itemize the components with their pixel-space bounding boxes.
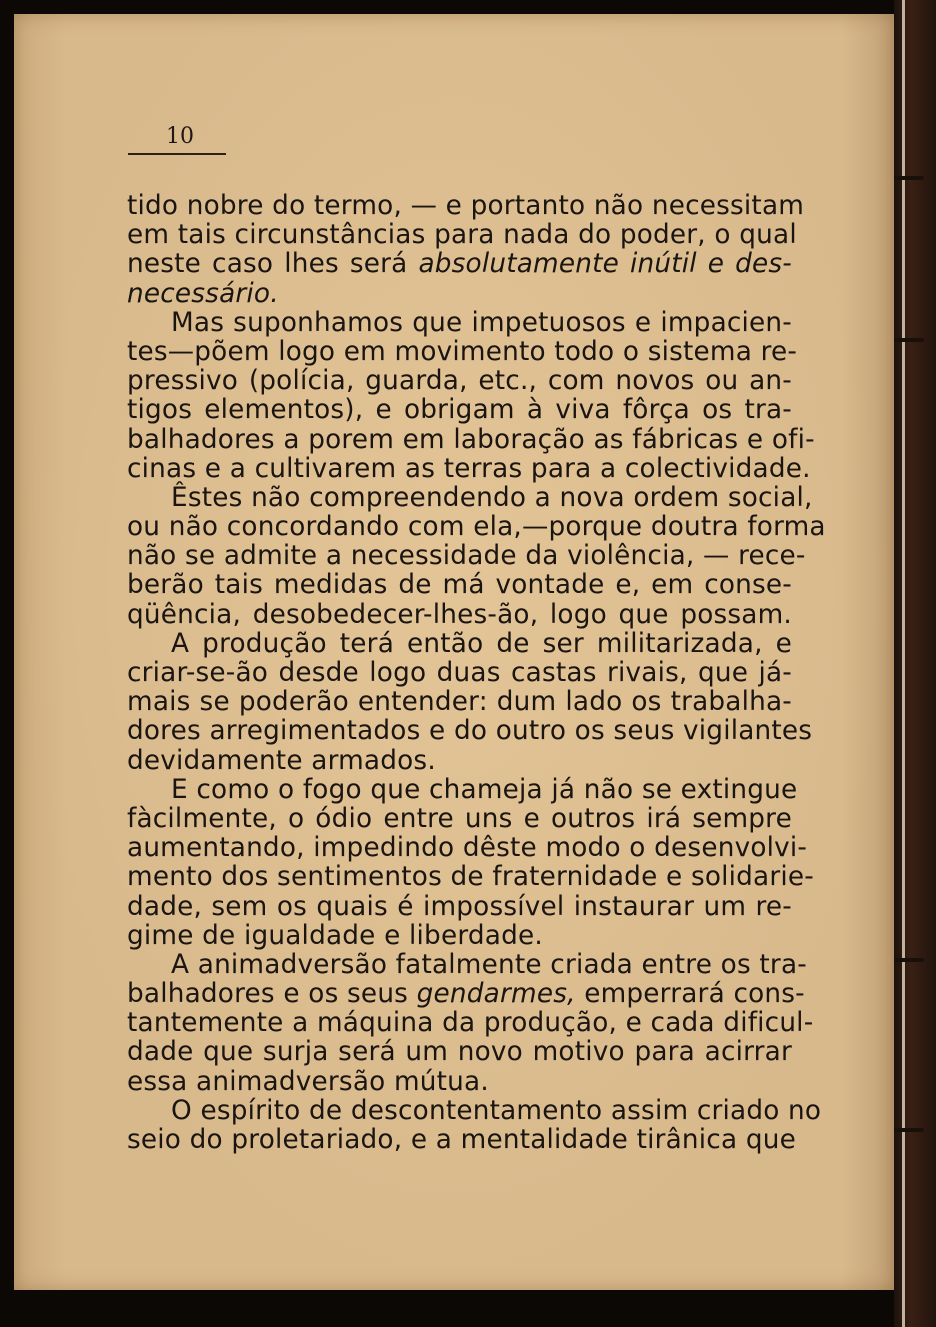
text-line: tido nobre do termo, — e portanto não necessitam	[127, 191, 805, 221]
text-line: fàcilmente, o ódio entre uns e outros irá sempre	[127, 803, 792, 834]
text-line: mais se poderão entender: dum lado os trabalha-	[127, 687, 792, 718]
text-line: pressivo (polícia, guarda, etc., com novos ou an-	[127, 366, 792, 397]
text-line: ou não concordando com ela,—porque doutra forma	[127, 512, 826, 543]
text-line: gime de igualdade e liberdade.	[127, 920, 543, 951]
text-line: A produção terá então de ser militarizada, e	[171, 628, 792, 659]
text-line: tantemente a máquina da produção, e cada dificul-	[127, 1008, 814, 1039]
book-page	[14, 14, 894, 1290]
text-line: seio do proletariado, e a mentalidade tirânica que	[127, 1125, 796, 1155]
text-line: E como o fogo que chameja já não se extingue	[171, 774, 798, 805]
text-line: em tais circunstâncias para nada do poder, o qual	[127, 220, 797, 251]
body-text	[127, 191, 826, 1155]
text-line: dores arregimentados e do outro os seus vigilantes	[127, 716, 813, 747]
page-number-rule	[128, 153, 226, 155]
text-line: dade, sem os quais é impossível instaurar um re-	[127, 891, 792, 922]
text-line: não se admite a necessidade da violência, — rece-	[127, 541, 806, 572]
text-line: A animadversão fatalmente criada entre os tra-	[171, 949, 807, 980]
text-line: aumentando, impedindo dêste modo o desenvolvi-	[127, 833, 808, 864]
text-line: tigos elementos), e obrigam à viva fôrça os tra-	[127, 395, 792, 426]
text-line: neste caso lhes será absolutamente inútil e des-	[127, 249, 792, 280]
text-line: balhadores a porem em laboração as fábricas e ofi-	[127, 424, 815, 455]
text-line: mento dos sentimentos de fraternidade e solidarie-	[127, 862, 814, 893]
text-line: qüência, desobedecer-lhes-ão, logo que possam.	[127, 599, 792, 630]
text-line: devidamente armados.	[127, 745, 436, 776]
text-line: Mas suponhamos que impetuosos e impacien-	[171, 307, 792, 338]
text-line: cinas e a cultivarem as terras para a colectividade.	[127, 453, 811, 484]
text-line: balhadores e os seus gendarmes, emperrará cons-	[127, 979, 805, 1010]
text-line: necessário.	[127, 278, 279, 309]
text-line: O espírito de descontentamento assim criado no	[171, 1095, 822, 1126]
text-line: essa animadversão mútua.	[127, 1066, 489, 1097]
text-line: berão tais medidas de má vontade e, em conse-	[127, 570, 792, 601]
text-line: dade que surja será um novo motivo para acirrar	[127, 1037, 792, 1068]
text-line: tes—põem logo em movimento todo o sistema re-	[127, 336, 798, 367]
text-line: criar-se-ão desde logo duas castas rivais, que já-	[127, 658, 792, 688]
text-line: Êstes não compreendendo a nova ordem social,	[171, 482, 813, 513]
page-number: 10	[166, 124, 194, 149]
